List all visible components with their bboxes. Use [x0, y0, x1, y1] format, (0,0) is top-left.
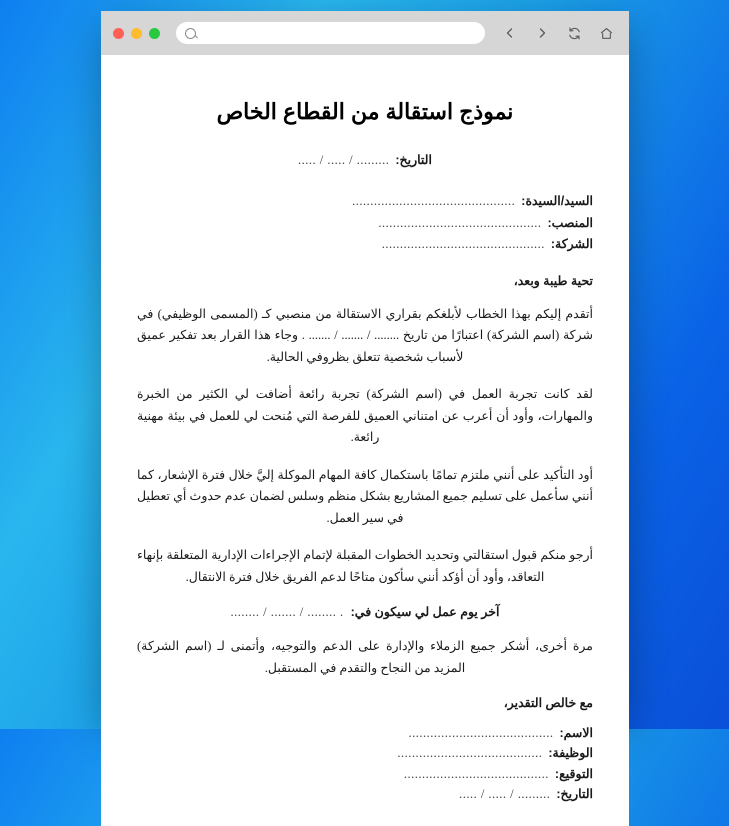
browser-window: [101, 11, 629, 802]
signature-row-sign: [137, 765, 593, 784]
address-bar[interactable]: [176, 22, 485, 44]
signature-block: [137, 724, 593, 805]
date-value: ..... / ..... / .........: [298, 153, 390, 167]
closing-phrase: مع خالص التقدير،: [503, 696, 593, 710]
window-controls: [113, 28, 160, 39]
position-label: المنصب:: [547, 215, 593, 230]
date-label: التاريخ:: [395, 153, 432, 167]
signature-date-value: ..... / ..... / .........: [459, 787, 551, 802]
reload-button[interactable]: [563, 22, 585, 44]
signature-sign-value: ........................................: [403, 766, 549, 781]
resignation-document: [101, 55, 629, 826]
company-value: .............................................: [381, 237, 545, 252]
last-working-day-value: ........ / ....... / ........ .: [230, 605, 344, 619]
field-row-company: [137, 235, 593, 254]
recipient-fields: [137, 192, 593, 254]
forward-button[interactable]: [531, 22, 553, 44]
position-value: .............................................: [378, 215, 542, 230]
signature-date-label: التاريخ:: [556, 787, 593, 802]
field-row-position: [137, 214, 593, 233]
signature-name-value: ........................................: [408, 726, 554, 740]
field-row-recipient: [137, 192, 593, 211]
document-date-row: [137, 151, 593, 170]
last-working-day-label: آخر يوم عمل لي سيكون في:: [350, 605, 500, 619]
paragraph-acceptance-request: أرجو منكم قبول استقالتي وتحديد الخطوات المقبلة لإتمام الإجراءات الإدارية المتعلقة بإنهاء التعاقد، وأود أن أؤكد أنني سأكون متاحًا لدعم الفريق خلال فترة الانتقال.: [137, 548, 593, 584]
recipient-value: .............................................: [352, 194, 516, 209]
last-working-day-row: [137, 604, 593, 620]
salutation: تحية طيبة وبعد،: [513, 273, 593, 288]
signature-row-name: [137, 724, 593, 743]
signature-job-value: ........................................: [397, 746, 543, 761]
browser-toolbar: [101, 11, 629, 55]
home-button[interactable]: [595, 22, 617, 44]
search-icon: [185, 28, 196, 39]
close-window-button[interactable]: [113, 28, 124, 39]
signature-name-label: الاسم:: [559, 726, 593, 740]
page-viewport[interactable]: [101, 55, 629, 826]
signature-sign-label: التوقيع:: [554, 766, 593, 781]
paragraph-handover-commitment: أود التأكيد على أنني ملتزم تمامًا باستكمال كافة المهام الموكلة إليَّ خلال فترة الإشعار، كما أنني سأعمل على تسليم جميع المشاريع بشكل منظم وسلس لضمان عدم حدوث أي تعطيل في سير العمل.: [137, 467, 593, 525]
paragraph-resignation-notice: أتقدم إليكم بهذا الخطاب لأبلغكم بقراري الاستقالة من منصبي كـ (المسمى الوظيفي) في شركة (اسم الشركة) اعتبارًا من تاريخ ........ / ....... / ....... . وجاء هذا القرار بعد تفكير عميق لأسباب شخصية تتعلق بظروفي الحالية.: [137, 306, 593, 364]
paragraph-gratitude-experience: لقد كانت تجربة العمل في (اسم الشركة) تجربة رائعة أضافت لي الكثير من الخبرة والمهارات، وأود أن أعرب عن امتناني العميق للفرصة التي مُنحت لي للعمل في بيئة مهنية رائعة.: [137, 387, 593, 444]
page-title: نموذج استقالة من القطاع الخاص: [216, 99, 514, 124]
company-label: الشركة:: [550, 237, 593, 252]
paragraph-final-thanks: مرة أخرى، أشكر جميع الزملاء والإدارة على الدعم والتوجيه، وأتمنى لـ (اسم الشركة) المزيد من النجاح والتقدم في المستقبل.: [137, 639, 593, 675]
signature-job-label: الوظيفة:: [548, 746, 593, 761]
recipient-label: السيد/السيدة:: [521, 194, 593, 209]
minimize-window-button[interactable]: [131, 28, 142, 39]
maximize-window-button[interactable]: [149, 28, 160, 39]
signature-row-date: [137, 785, 593, 804]
signature-row-job: [137, 744, 593, 763]
back-button[interactable]: [499, 22, 521, 44]
